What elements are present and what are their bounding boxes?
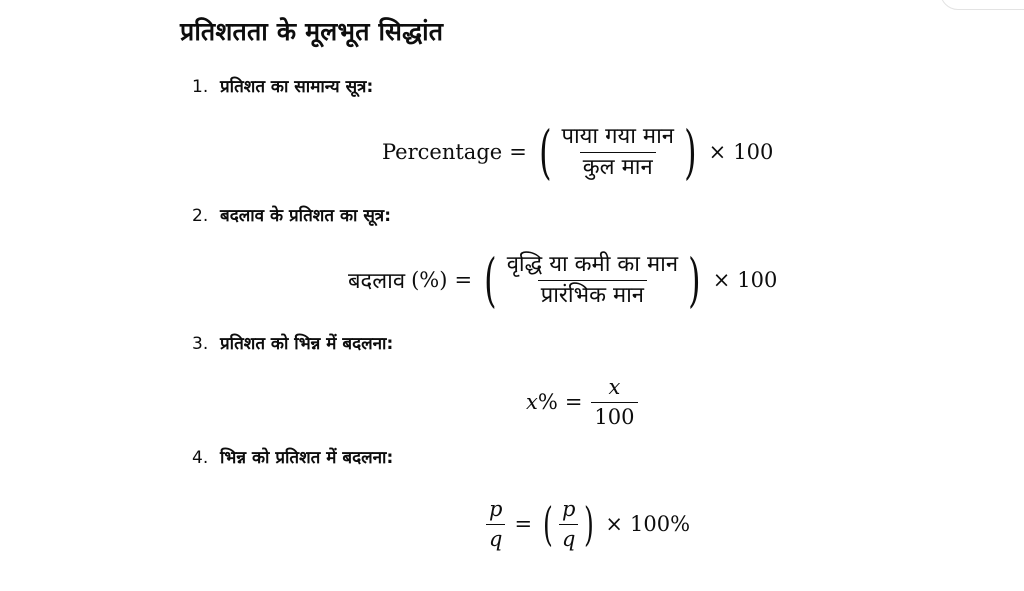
page-title: प्रतिशतता के मूलभूत सिद्धांत	[180, 17, 444, 46]
times-sign: ×	[708, 140, 727, 164]
equals-sign: =	[564, 390, 583, 414]
list-item-label: भिन्न को प्रतिशत में बदलना:	[220, 448, 394, 468]
equals-sign: =	[514, 512, 533, 536]
fraction-denominator: 100	[591, 402, 637, 429]
list-item-label: बदलाव के प्रतिशत का सूत्र:	[220, 206, 391, 226]
list-item-label: प्रतिशत का सामान्य सूत्र:	[220, 77, 374, 97]
corner-button-frame	[940, 0, 1024, 10]
fraction-numerator: p	[489, 497, 503, 522]
equals-sign: =	[454, 268, 473, 292]
list-item-3	[192, 331, 393, 354]
fraction-numerator: x	[608, 375, 621, 400]
times-sign: ×	[712, 268, 731, 292]
formula-factor: 100	[733, 140, 774, 164]
formula-factor: 100%	[630, 512, 691, 536]
formula-lhs-percent: %	[537, 390, 558, 414]
fraction-denominator: q	[559, 524, 578, 551]
fraction	[558, 124, 677, 180]
list-item-2	[192, 203, 391, 226]
list-item-number: 3.	[192, 334, 209, 354]
formula-fraction-to-percent	[484, 491, 690, 557]
times-sign: ×	[605, 512, 624, 536]
list-item-4	[192, 445, 393, 468]
left-paren: (	[484, 246, 497, 314]
fraction-lhs	[486, 497, 505, 550]
list-item-number: 4.	[192, 448, 209, 468]
right-paren: )	[584, 497, 595, 551]
right-paren: )	[684, 118, 697, 186]
fraction-denominator: q	[486, 524, 505, 551]
fraction	[504, 252, 681, 308]
formula-lhs-var: x	[526, 390, 538, 414]
fraction	[591, 375, 637, 428]
list-item-number: 1.	[192, 77, 209, 97]
formula-change-percentage	[348, 246, 777, 314]
formula-percentage	[382, 118, 773, 186]
fraction-numerator: पाया गया मान	[561, 124, 674, 150]
fraction-numerator: p	[562, 497, 576, 522]
formula-lhs-word: बदलाव	[348, 269, 406, 294]
formula-percent-to-fraction	[526, 370, 640, 434]
right-paren: )	[688, 246, 701, 314]
left-paren: (	[543, 497, 553, 551]
formula-lhs: Percentage	[382, 140, 503, 164]
list-item-number: 2.	[192, 206, 209, 226]
fraction-numerator: वृद्धि या कमी का मान	[506, 252, 679, 278]
fraction-denominator: प्रारंभिक मान	[538, 280, 647, 308]
fraction	[559, 497, 578, 550]
list-item-1	[192, 74, 373, 97]
equals-sign: =	[509, 140, 527, 164]
fraction-denominator: कुल मान	[580, 152, 656, 180]
formula-lhs-unit: (%)	[411, 268, 448, 292]
left-paren: (	[538, 118, 552, 186]
formula-factor: 100	[737, 268, 778, 292]
list-item-label: प्रतिशत को भिन्न में बदलना:	[220, 334, 394, 354]
